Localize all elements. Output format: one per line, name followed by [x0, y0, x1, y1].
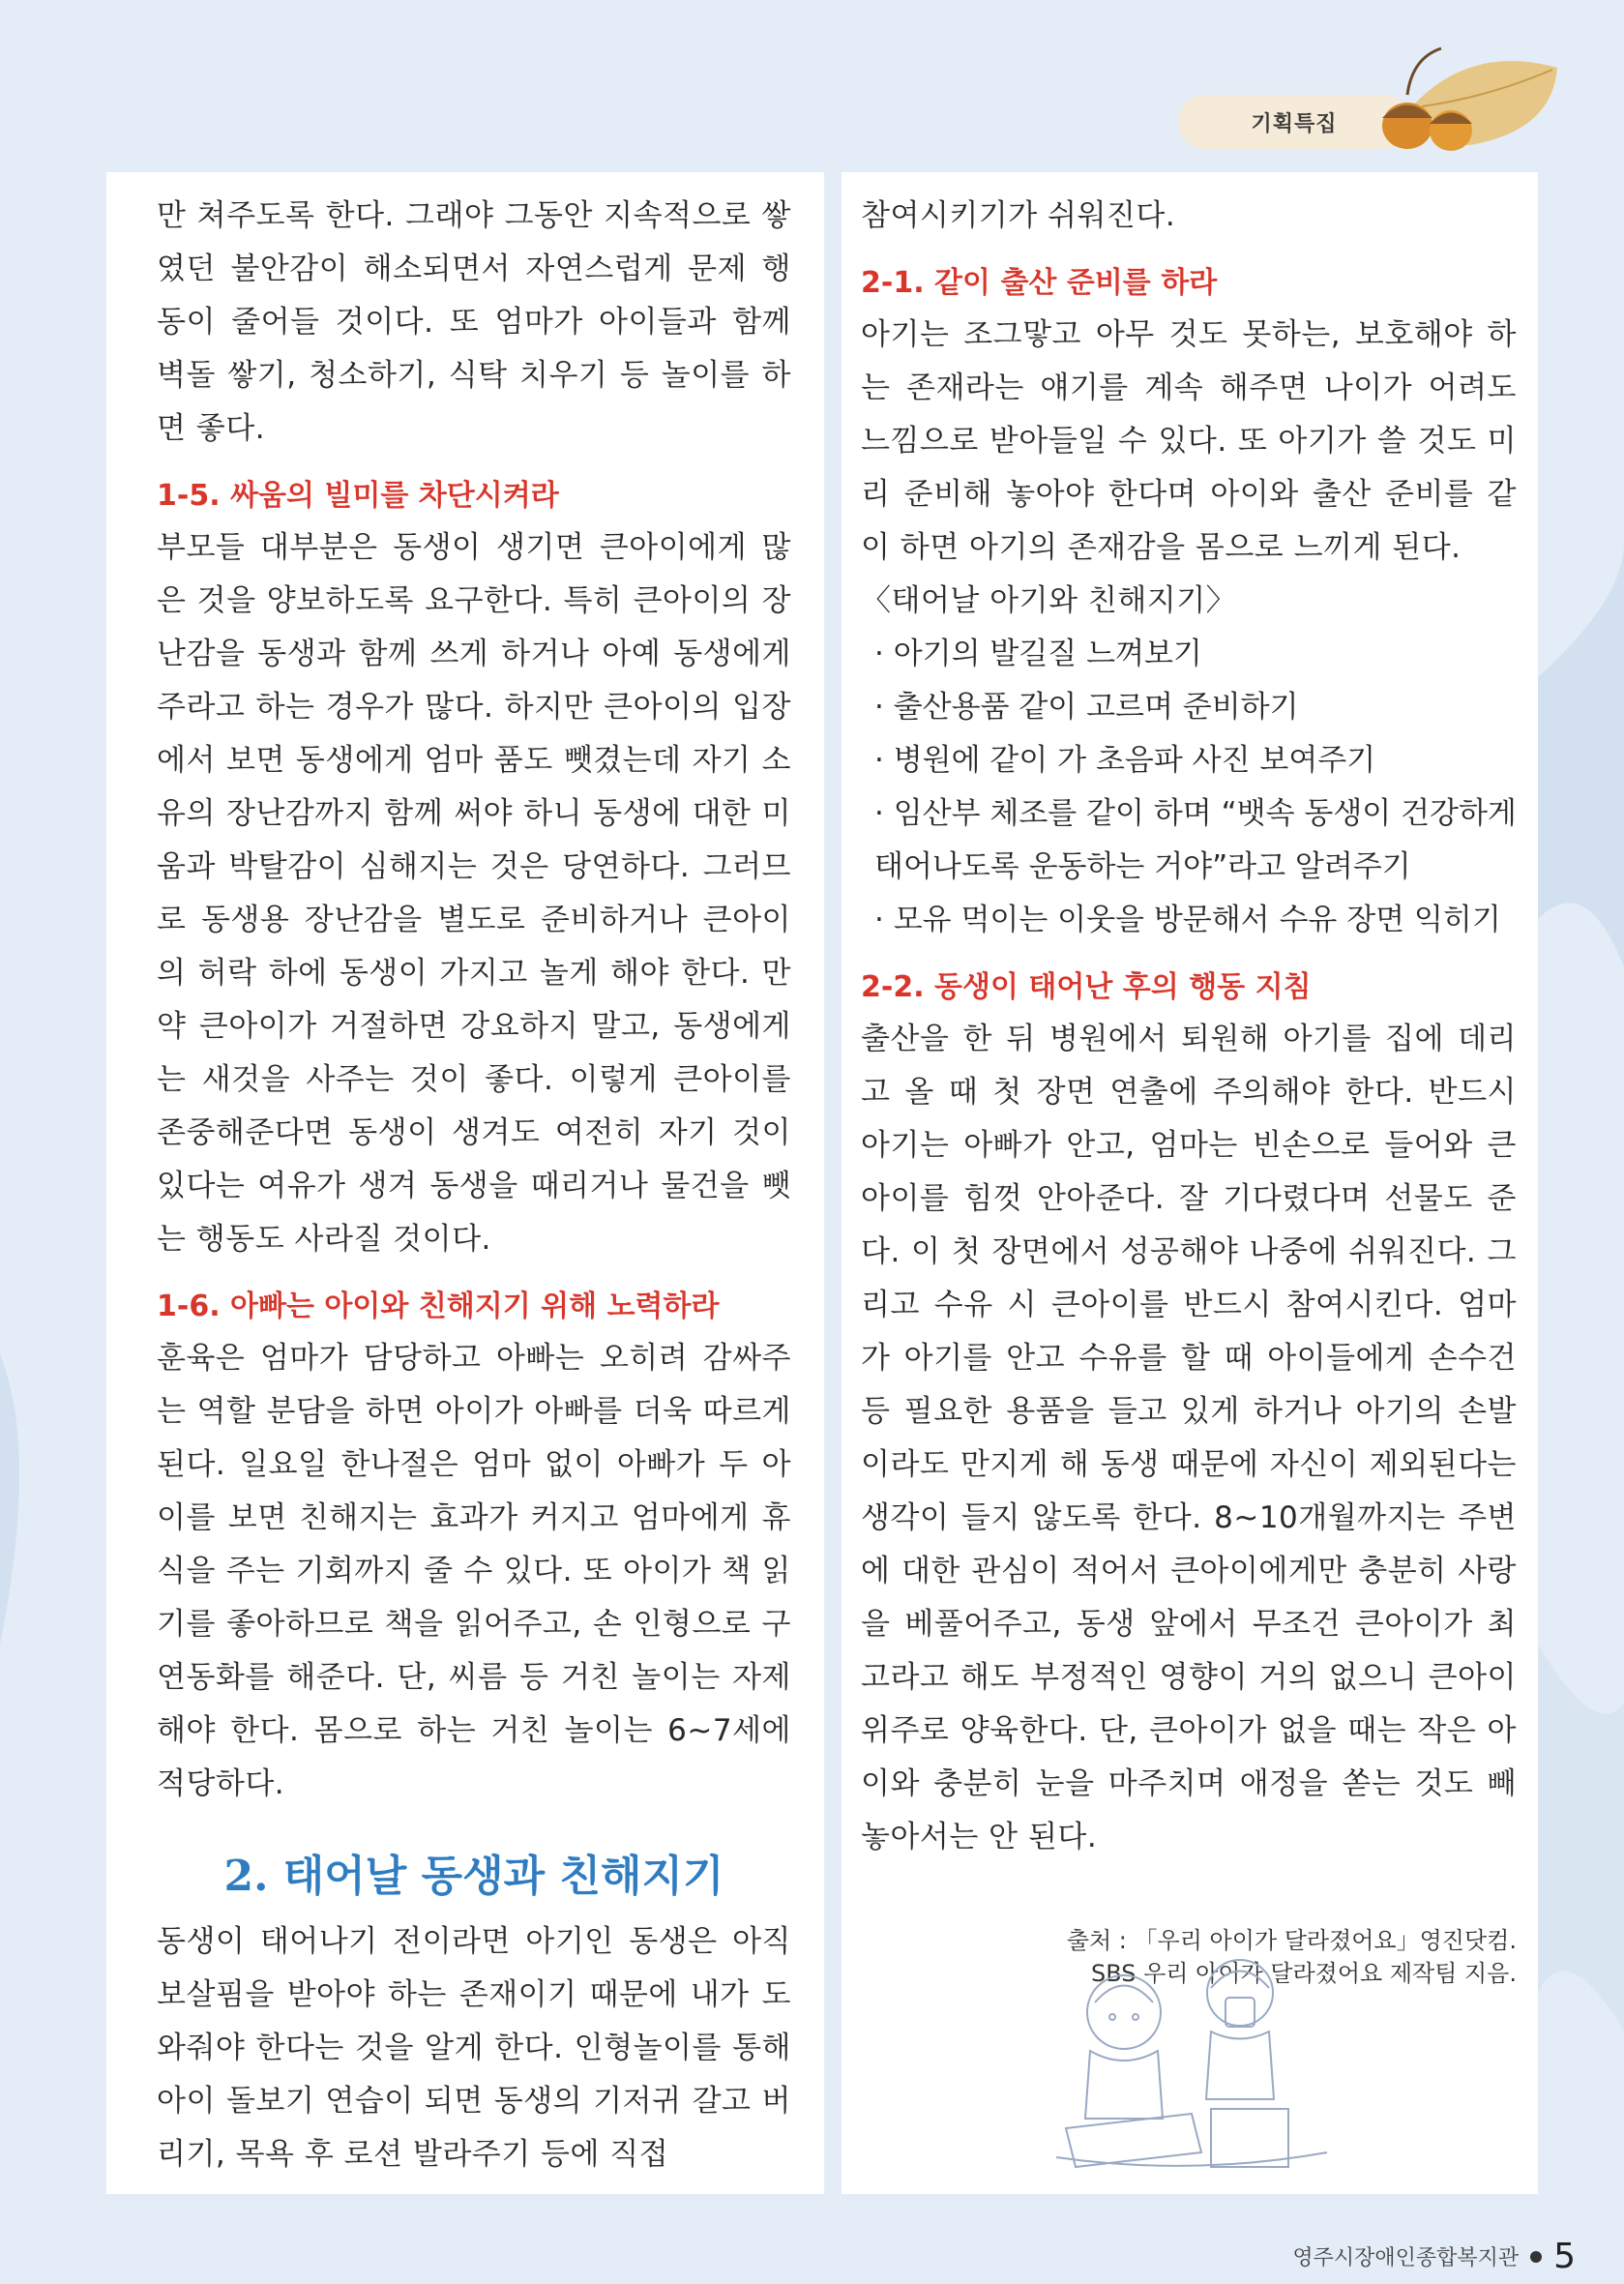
- acorn-leaf-icon: [1354, 39, 1577, 164]
- page-footer: [1292, 2237, 1576, 2276]
- right-column: [842, 172, 1538, 2194]
- paragraph-1-5: 부모들 대부분은 동생이 생기면 큰아이에게 많은 것을 양보하도록 요구한다. 특히 큰아이의 장난감을 동생과 함께 쓰게 하거나 아예 동생에게 주라고 하는 경우가 많다. 하지만 큰아이의 입장에서 보면 동생에게 엄마 품도 뺏겼는데 자기 소유의 장난감까지 함께 써야 하니 동생에 대한 미움과 박탈감이 심해지는 것은 당연하다. 그러므로 동생용 장난감을 별도로 준비하거나 큰아이의 허락 하에 동생이 가지고 놀게 해야 한다. 만약 큰아이가 거절하면 강요하지 말고, 동생에게는 새것을 사주는 것이 좋다. 이렇게 큰아이를 존중해준다면 동생이 생겨도 여전히 자기 것이 있다는 여유가 생겨 동생을 때리거나 물건을 뺏는 행동도 사라질 것이다.: [157, 530, 791, 1257]
- heading-2-2: 2-2. 동생이 태어난 후의 행동 지침: [861, 970, 1312, 1004]
- children-reading-illustration: [1047, 1944, 1337, 2177]
- paragraph-continued: 참여시키기가 쉬워진다.: [861, 198, 1176, 233]
- heading-1-6: 1-6. 아빠는 아이와 친해지기 위해 노력하라: [157, 1290, 720, 1323]
- heading-1-5: 1-5. 싸움의 빌미를 차단시켜라: [157, 479, 559, 513]
- paragraph-1-6: 훈육은 엄마가 담당하고 아빠는 오히려 감싸주는 역할 분담을 하면 아이가 아빠를 더욱 따르게 된다. 일요일 한나절은 엄마 없이 아빠가 두 아이를 보면 친해지는 효과가 커지고 엄마에게 휴식을 주는 기회까지 줄 수 있다. 또 아이가 책 읽기를 좋아하므로 책을 읽어주고, 손 인형으로 구연동화를 해준다. 단, 씨름 등 거친 놀이는 자제해야 한다. 몸으로 하는 거친 놀이는 6~7세에 적당하다.: [157, 1341, 791, 1801]
- section-tag-label: 기획특집: [1251, 111, 1338, 136]
- list-item: · 모유 먹이는 이웃을 방문해서 수유 장면 익히기: [874, 903, 1501, 937]
- paragraph-2-2: 출산을 한 뒤 병원에서 퇴원해 아기를 집에 데리고 올 때 첫 장면 연출에 주의해야 한다. 반드시 아기는 아빠가 안고, 엄마는 빈손으로 들어와 큰아이를 힘껏 안아준다. 잘 기다렸다며 선물도 준다. 이 첫 장면에서 성공해야 나중에 쉬워진다. 그리고 수유 시 큰아이를 반드시 참여시킨다. 엄마가 아기를 안고 수유를 할 때 아이들에게 손수건 등 필요한 용품을 들고 있게 하거나 아기의 손발이라도 만지게 해 동생 때문에 자신이 제외된다는 생각이 들지 않도록 한다. 8~10개월까지는 주변에 대한 관심이 적어서 큰아이에게만 충분히 사랑을 베풀어주고, 동생 앞에서 무조건 큰아이가 최고라고 해도 부정적인 영향이 거의 없으니 큰아이 위주로 양육한다. 단, 큰아이가 없을 때는 작은 아이와 충분히 눈을 마주치며 애정을 쏟는 것도 빼놓아서는 안 된다.: [861, 1022, 1517, 1854]
- heading-2-1: 2-1. 같이 출산 준비를 하라: [861, 266, 1218, 300]
- section-heading-2: 2. 태어날 동생과 친해지기: [223, 1852, 724, 1901]
- list-item: · 임산부 체조를 같이 하며 “뱃속 동생이 건강하게 태어나도록 운동하는 거야”라고 알려주기: [874, 796, 1517, 884]
- footer-org: 영주시장애인종합복지관: [1292, 2246, 1520, 2270]
- source-line-2: SBS 우리 아이가 달라졌어요 제작팀 지음.: [1090, 1960, 1517, 1987]
- paragraph-intro: 만 쳐주도록 한다. 그래야 그동안 지속적으로 쌓였던 불안감이 해소되면서 자연스럽게 문제 행동이 줄어들 것이다. 또 엄마가 아이들과 함께 벽돌 쌓기, 청소하기, 식탁 치우기 등 놀이를 하면 좋다.: [157, 198, 791, 446]
- list-item: · 아기의 발길질 느껴보기: [874, 637, 1202, 671]
- source-line-1: 출처 : 「우리 아이가 달라졌어요」영진닷컴.: [1066, 1927, 1517, 1954]
- page-number: 5: [1553, 2237, 1576, 2276]
- paragraph-2: 동생이 태어나기 전이라면 아기인 동생은 아직 보살핌을 받아야 하는 존재이기 때문에 내가 도와줘야 한다는 것을 알게 한다. 인형놀이를 통해 아이 돌보기 연습이 되면 동생의 기저귀 갈고 버리기, 목욕 후 로션 발라주기 등에 직접: [157, 1924, 791, 2172]
- paragraph-2-1: 아기는 조그맣고 아무 것도 못하는, 보호해야 하는 존재라는 얘기를 계속 해주면 나이가 어려도 느낌으로 받아들일 수 있다. 또 아기가 쓸 것도 미리 준비해 놓아야 한다며 아이와 출산 준비를 같이 하면 아기의 존재감을 몸으로 느끼게 된다.: [861, 317, 1517, 565]
- bullet-dot-icon: [1530, 2251, 1542, 2263]
- list-title: 〈태어날 아기와 친해지기〉: [861, 583, 1237, 618]
- list-item: · 출산용품 같이 고르며 준비하기: [874, 690, 1299, 725]
- left-column: [106, 172, 824, 2194]
- list-item: · 병원에 같이 가 초음파 사진 보여주기: [874, 743, 1376, 778]
